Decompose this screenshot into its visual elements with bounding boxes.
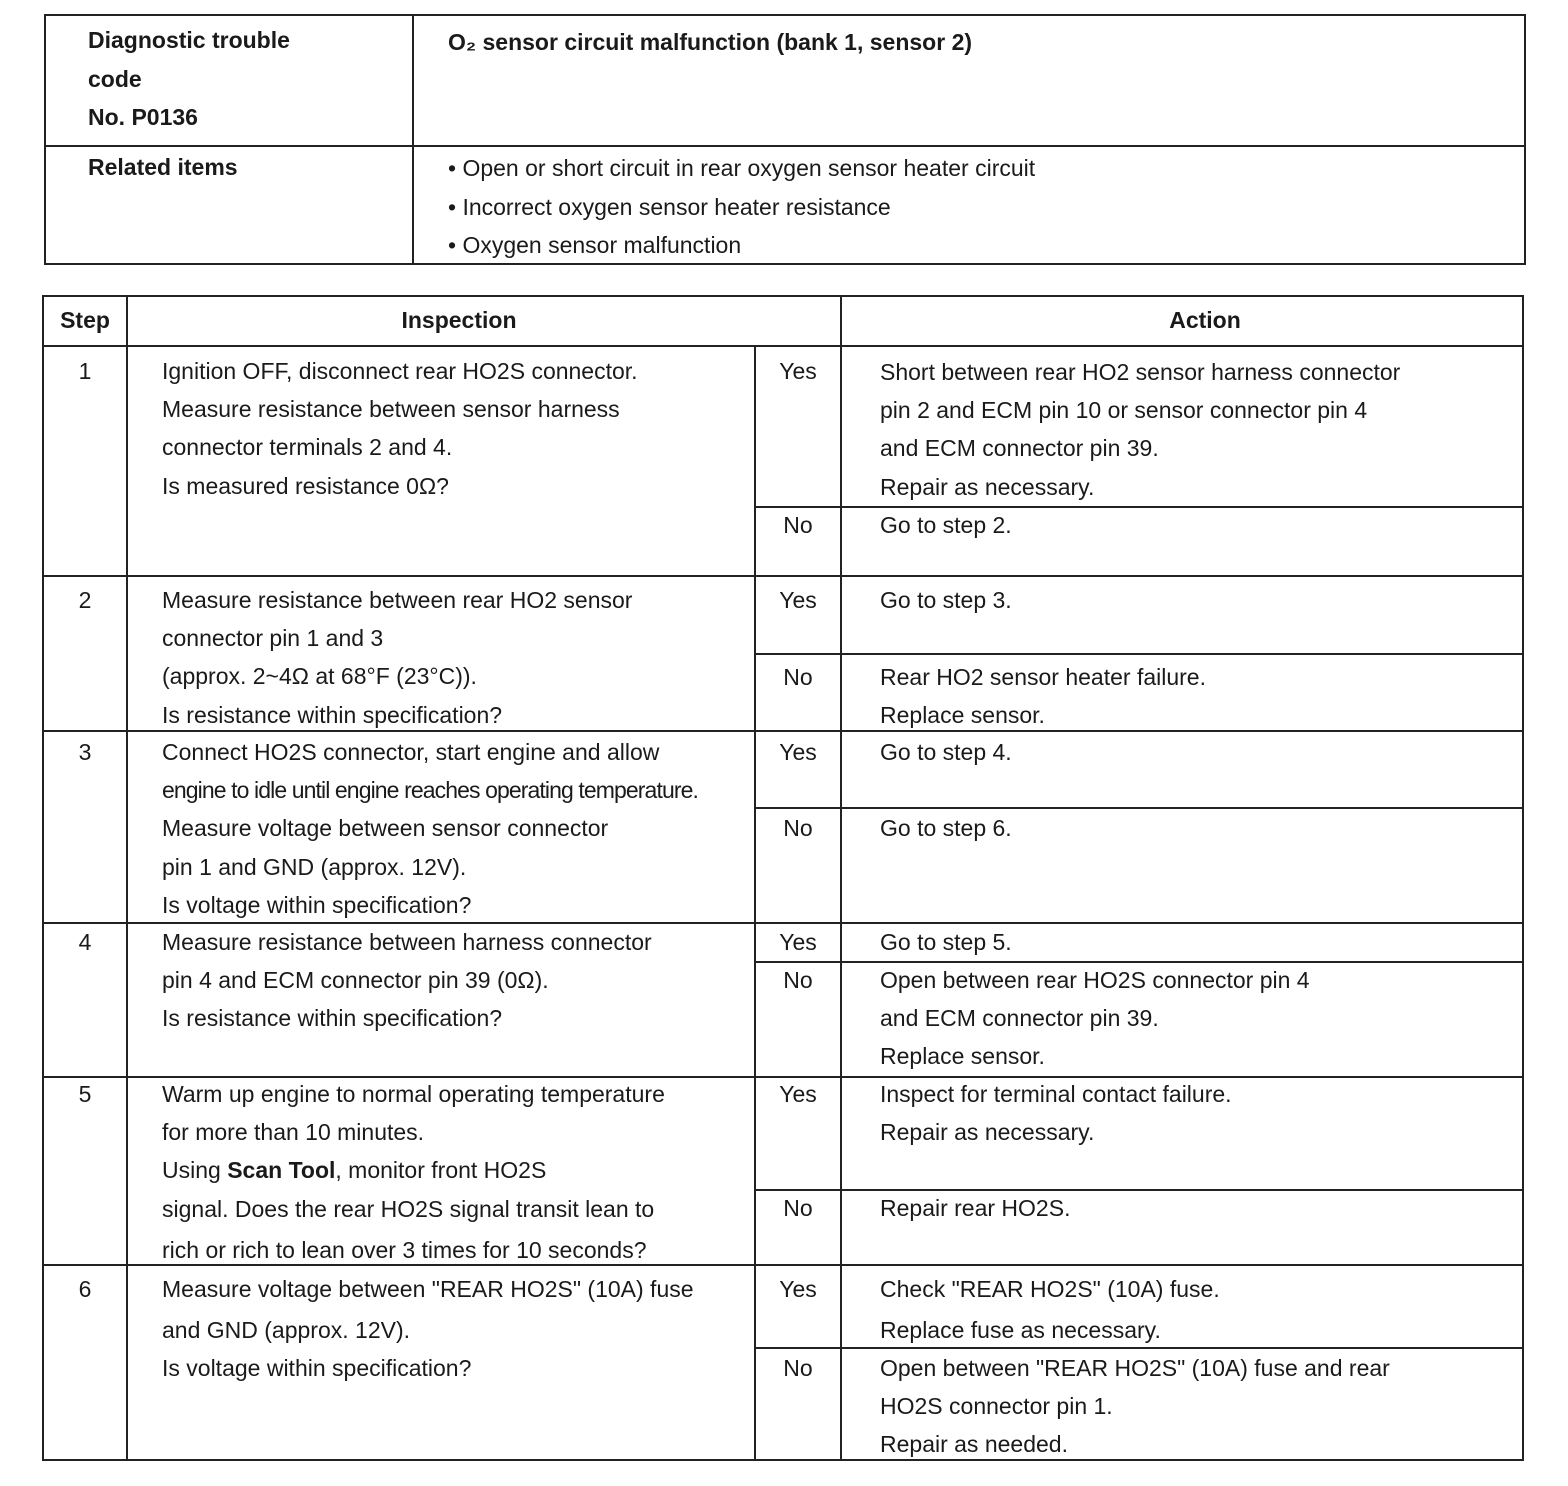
action-line: Go to step 4. (880, 739, 1012, 765)
header-step: Step (60, 307, 110, 333)
header-inspection: Inspection (401, 307, 517, 333)
action-line: Short between rear HO2 sensor harness connector (880, 359, 1401, 385)
no-action (880, 1189, 1070, 1227)
yes-label: Yes (779, 358, 817, 384)
step-inspection (162, 923, 652, 1038)
action-line: Inspect for terminal contact failure. (880, 1081, 1232, 1107)
step-inspection (162, 1270, 694, 1388)
column-divider (126, 297, 128, 1459)
inspection-line: pin 4 and ECM connector pin 39 (0Ω). (162, 967, 549, 994)
action-line: Go to step 3. (880, 587, 1012, 613)
step-inspection (162, 1075, 665, 1269)
action-line: Go to step 5. (880, 929, 1012, 955)
yes-label: Yes (779, 929, 817, 955)
action-line: pin 2 and ECM pin 10 or sensor connector pin 4 (880, 397, 1368, 424)
row-divider (44, 575, 1522, 577)
yes-label: Yes (779, 739, 817, 765)
troubleshooting-table (42, 295, 1524, 1461)
yes-action (880, 733, 1012, 771)
inspection-line: Ignition OFF, disconnect rear HO2S connector. (162, 358, 638, 384)
dtc-code-label (88, 21, 290, 137)
action-line: Replace fuse as necessary. (880, 1317, 1161, 1344)
inspection-line: Is resistance within specification? (162, 701, 503, 728)
no-action (880, 1349, 1390, 1464)
inspection-line: Is voltage within specification? (162, 891, 472, 918)
inspection-text: Using (162, 1157, 228, 1184)
row-divider (754, 1189, 1522, 1191)
action-line: Open between rear HO2S connector pin 4 (880, 967, 1310, 993)
column-divider (412, 16, 414, 263)
action-line: HO2S connector pin 1. (880, 1393, 1113, 1420)
no-label: No (783, 815, 813, 841)
inspection-line: connector terminals 2 and 4. (162, 434, 453, 461)
no-label: No (783, 512, 813, 538)
action-line: Check "REAR HO2S" (10A) fuse. (880, 1276, 1220, 1302)
action-line: Repair as necessary. (880, 1119, 1095, 1146)
inspection-line: Measure voltage between sensor connector (162, 815, 609, 842)
inspection-line: signal. Does the rear HO2S signal transit lean to (162, 1195, 655, 1222)
step-inspection (162, 581, 632, 734)
dtc-code-label-line: code (88, 65, 142, 92)
yes-label: Yes (779, 587, 817, 613)
yes-action (880, 581, 1012, 619)
inspection-line: (approx. 2~4Ω at 68°F (23°C)). (162, 663, 477, 690)
related-item: • Oxygen sensor malfunction (448, 232, 742, 258)
step-number: 3 (78, 739, 92, 765)
yes-action (880, 923, 1012, 961)
inspection-line: for more than 10 minutes. (162, 1119, 425, 1146)
inspection-line: Measure voltage between "REAR HO2S" (10A) fuse (162, 1276, 694, 1302)
inspection-line (162, 1151, 665, 1189)
step-number: 5 (78, 1081, 92, 1107)
row-divider (46, 145, 1524, 147)
action-line: Go to step 6. (880, 815, 1012, 841)
action-line: and ECM connector pin 39. (880, 1005, 1159, 1032)
no-label: No (783, 664, 813, 690)
step-number: 4 (78, 929, 92, 955)
inspection-line: Is voltage within specification? (162, 1355, 472, 1382)
yes-action (880, 1270, 1220, 1349)
step-number: 2 (78, 587, 92, 613)
step-number: 1 (78, 358, 92, 384)
no-action (880, 658, 1206, 734)
related-items-label: Related items (88, 154, 238, 180)
yes-action (880, 1075, 1232, 1151)
row-divider (754, 653, 1522, 655)
inspection-line: and GND (approx. 12V). (162, 1317, 411, 1344)
dtc-code-label-line: No. P0136 (88, 104, 198, 130)
action-line: Replace sensor. (880, 1043, 1045, 1070)
action-line: Go to step 2. (880, 512, 1012, 538)
dtc-description: O₂ sensor circuit malfunction (bank 1, sensor 2) (448, 29, 973, 55)
inspection-line: Connect HO2S connector, start engine and allow (162, 739, 660, 765)
related-item: • Incorrect oxygen sensor heater resistance (448, 193, 891, 220)
no-action (880, 506, 1012, 544)
no-label: No (783, 1355, 813, 1381)
step-inspection (162, 733, 698, 924)
step-number: 6 (78, 1276, 92, 1302)
no-action (880, 961, 1310, 1076)
scan-tool-term: Scan Tool (227, 1157, 336, 1184)
inspection-line: Is resistance within specification? (162, 1005, 503, 1032)
action-line: Open between "REAR HO2S" (10A) fuse and rear (880, 1355, 1390, 1381)
inspection-line: pin 1 and GND (approx. 12V). (162, 853, 467, 880)
inspection-line: Measure resistance between rear HO2 sensor (162, 587, 633, 613)
dtc-header-table (44, 14, 1526, 265)
dtc-code-label-line: Diagnostic trouble (88, 27, 290, 53)
inspection-text: , monitor front HO2S (335, 1157, 547, 1184)
inspection-line: engine to idle until engine reaches operating temperature. (162, 777, 698, 804)
related-items-list (448, 149, 1035, 265)
row-divider (754, 807, 1522, 809)
no-label: No (783, 1195, 813, 1221)
inspection-line: Measure resistance between sensor harness (162, 396, 620, 423)
yes-label: Yes (779, 1276, 817, 1302)
inspection-line: connector pin 1 and 3 (162, 625, 384, 652)
action-line: Replace sensor. (880, 702, 1045, 729)
no-action (880, 809, 1012, 847)
inspection-line: Measure resistance between harness connector (162, 929, 652, 955)
related-item: • Open or short circuit in rear oxygen sensor heater circuit (448, 155, 1036, 181)
inspection-line: rich or rich to lean over 3 times for 10 seconds? (162, 1236, 647, 1263)
yes-action (880, 353, 1400, 506)
yes-label: Yes (779, 1081, 817, 1107)
header-action: Action (1169, 307, 1241, 333)
action-line: Rear HO2 sensor heater failure. (880, 664, 1206, 690)
row-divider (44, 345, 1522, 347)
no-label: No (783, 967, 813, 993)
action-line: Repair as necessary. (880, 473, 1095, 500)
inspection-line: Is measured resistance 0Ω? (162, 472, 449, 499)
action-line: Repair as needed. (880, 1431, 1068, 1458)
action-line: Repair rear HO2S. (880, 1195, 1071, 1221)
inspection-line: Warm up engine to normal operating temperature (162, 1081, 665, 1107)
action-line: and ECM connector pin 39. (880, 435, 1159, 462)
step-inspection (162, 352, 638, 505)
row-divider (754, 506, 1522, 508)
